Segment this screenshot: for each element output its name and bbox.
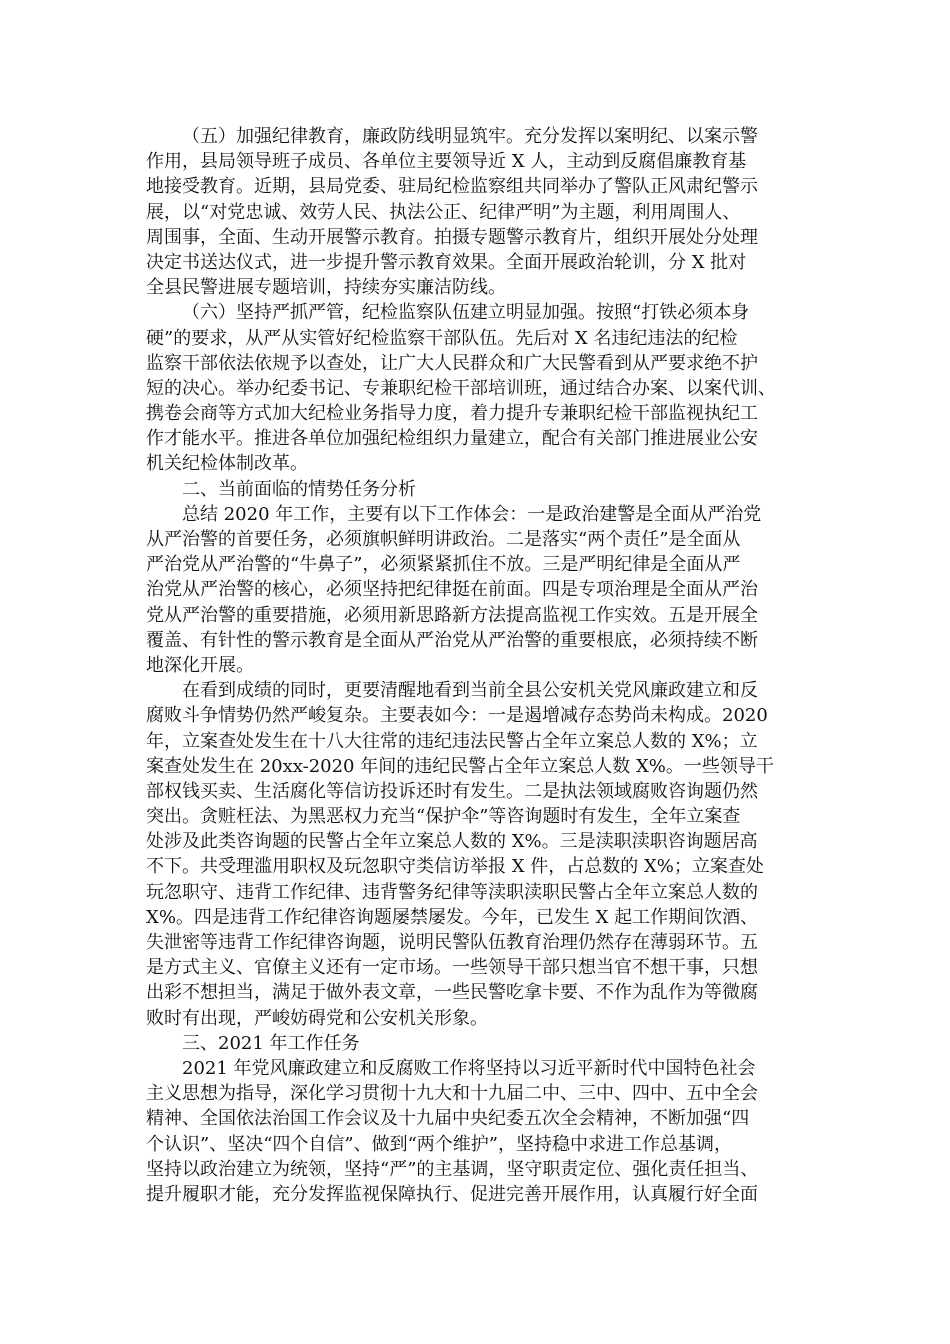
document-body [146, 124, 806, 1207]
text-line: 硬”的要求，从严从实管好纪检监察干部队伍。先后对 X 名违纪违法的纪检 [146, 327, 738, 349]
text-line: 三、2021 年工作任务 [182, 1032, 360, 1054]
text-line: X%。四是违背工作纪律咨询题屡禁屡发。今年，已发生 X 起工作期间饮酒、 [146, 906, 759, 928]
text-line: 出彩不想担当，满足于做外表文章，一些民警吃拿卡要、不作为乱作为等微腐 [146, 982, 758, 1004]
text-line: 失泄密等违背工作纪律咨询题，说明民警队伍教育治理仍然存在薄弱环节。五 [146, 932, 758, 953]
text-line: 全县民警进展专题培训，持续夯实廉洁防线。 [146, 277, 506, 299]
text-line: 主义思想为指导，深化学习贯彻十九大和十九届二中、三中、四中、五中全会 [146, 1083, 758, 1105]
text-line: （六）坚持严抓严管，纪检监察队伍建立明显加强。按照“打铁必须本身 [182, 302, 750, 324]
text-line: 总结 2020 年工作，主要有以下工作体会：一是政治建警是全面从严治党 [182, 503, 762, 525]
text-line: 决定书送达仪式，进一步提升警示教育效果。全面开展政治轮训，分 X 批对 [146, 251, 747, 273]
text-line: 是方式主义、官僚主义还有一定市场。一些领导干部只想当官不想干事，只想 [146, 957, 758, 979]
text-line: 从严治警的首要任务，必须旗帜鲜明讲政治。二是落实“两个责任”是全面从 [146, 529, 741, 550]
text-line: 周围事，全面、生动开展警示教育。拍摄专题警示教育片，组织开展处分处理 [146, 226, 758, 248]
text-line: 在看到成绩的同时，更要清醒地看到当前全县公安机关党风廉政建立和反 [182, 680, 758, 702]
text-line: 作才能水平。推进各单位加强纪检组织力量建立，配合有关部门推进展业公安 [146, 428, 758, 450]
text-line: 治党从严治警的核心，必须坚持把纪律挺在前面。四是专项治理是全面从严治 [146, 579, 758, 601]
text-line: 展，以“对党忠诚、效劳人民、执法公正、纪律严明”为主题，利用周围人、 [146, 201, 741, 223]
text-line: 败时有出现，严峻妨碍党和公安机关形象。 [146, 1007, 488, 1029]
text-line: 短的决心。举办纪委书记、专兼职纪检干部培训班，通过结合办案、以案代训、 [146, 377, 776, 399]
text-line: 2021 年党风廉政建立和反腐败工作将坚持以习近平新时代中国特色社会 [182, 1057, 756, 1079]
text-line: 地接受教育。近期，县局党委、驻局纪检监察组共同举办了警队正风肃纪警示 [146, 176, 758, 198]
text-line: 携卷会商等方式加大纪检业务指导力度，着力提升专兼职纪检干部监视执纪工 [146, 403, 758, 425]
text-line: 年，立案查处发生在十八大往常的违纪违法民警占全年立案总人数的 X%；立 [146, 730, 758, 752]
text-line: 不下。共受理滥用职权及玩忽职守类信访举报 X 件，占总数的 X%；立案查处 [146, 856, 764, 878]
text-line: 监察干部依法依规予以查处，让广大人民群众和广大民警看到从严要求绝不护 [146, 352, 758, 374]
text-line: 案查处发生在 20xx-2020 年间的违纪民警占全年立案总人数 X%。一些领导干 [146, 755, 774, 777]
text-line: 党从严治警的重要措施，必须用新思路新方法提高监视工作实效。五是开展全 [146, 604, 758, 626]
text-line: 腐败斗争情势仍然严峻复杂。主要表如今：一是遏增减存态势尚未构成。2020 [146, 705, 768, 727]
text-line: 部权钱买卖、生活腐化等信访投诉还时有发生。二是执法领域腐败咨询题仍然 [146, 780, 758, 802]
text-line: 玩忽职守、违背工作纪律、违背警务纪律等渎职渎职民警占全年立案总人数的 [146, 881, 758, 903]
text-line: 处涉及此类咨询题的民警占全年立案总人数的 X%。三是渎职渎职咨询题居高 [146, 831, 758, 853]
text-line: 严治党从严治警的“牛鼻子”，必须紧紧抓住不放。三是严明纪律是全面从严 [146, 554, 741, 576]
text-line: 个认识”、坚决“四个自信”、做到“两个维护”，坚持稳中求进工作总基调， [146, 1133, 733, 1155]
text-line: 二、当前面临的情势任务分析 [182, 478, 416, 500]
text-line: 作用，县局领导班子成员、各单位主要领导近 X 人，主动到反腐倡廉教育基 [146, 151, 747, 173]
text-line: 覆盖、有针性的警示教育是全面从严治党从严治警的重要根底，必须持续不断 [146, 629, 758, 651]
text-line: 机关纪检体制改革。 [146, 453, 308, 475]
text-line: 精神、全国依法治国工作会议及十九届中央纪委五次全会精神，不断加强“四 [146, 1108, 750, 1130]
text-line: （五）加强纪律教育，廉政防线明显筑牢。充分发挥以案明纪、以案示警 [182, 126, 758, 147]
text-line: 提升履职才能，充分发挥监视保障执行、促进完善开展作用，认真履行好全面 [146, 1183, 758, 1205]
text-line: 地深化开展。 [146, 654, 254, 676]
text-line: 坚持以政治建立为统领，坚持“严”的主基调，坚守职责定位、强化责任担当、 [146, 1158, 759, 1180]
text-line: 突出。贪赃枉法、为黑恶权力充当“保护伞”等咨询题时有发生，全年立案查 [146, 806, 741, 828]
